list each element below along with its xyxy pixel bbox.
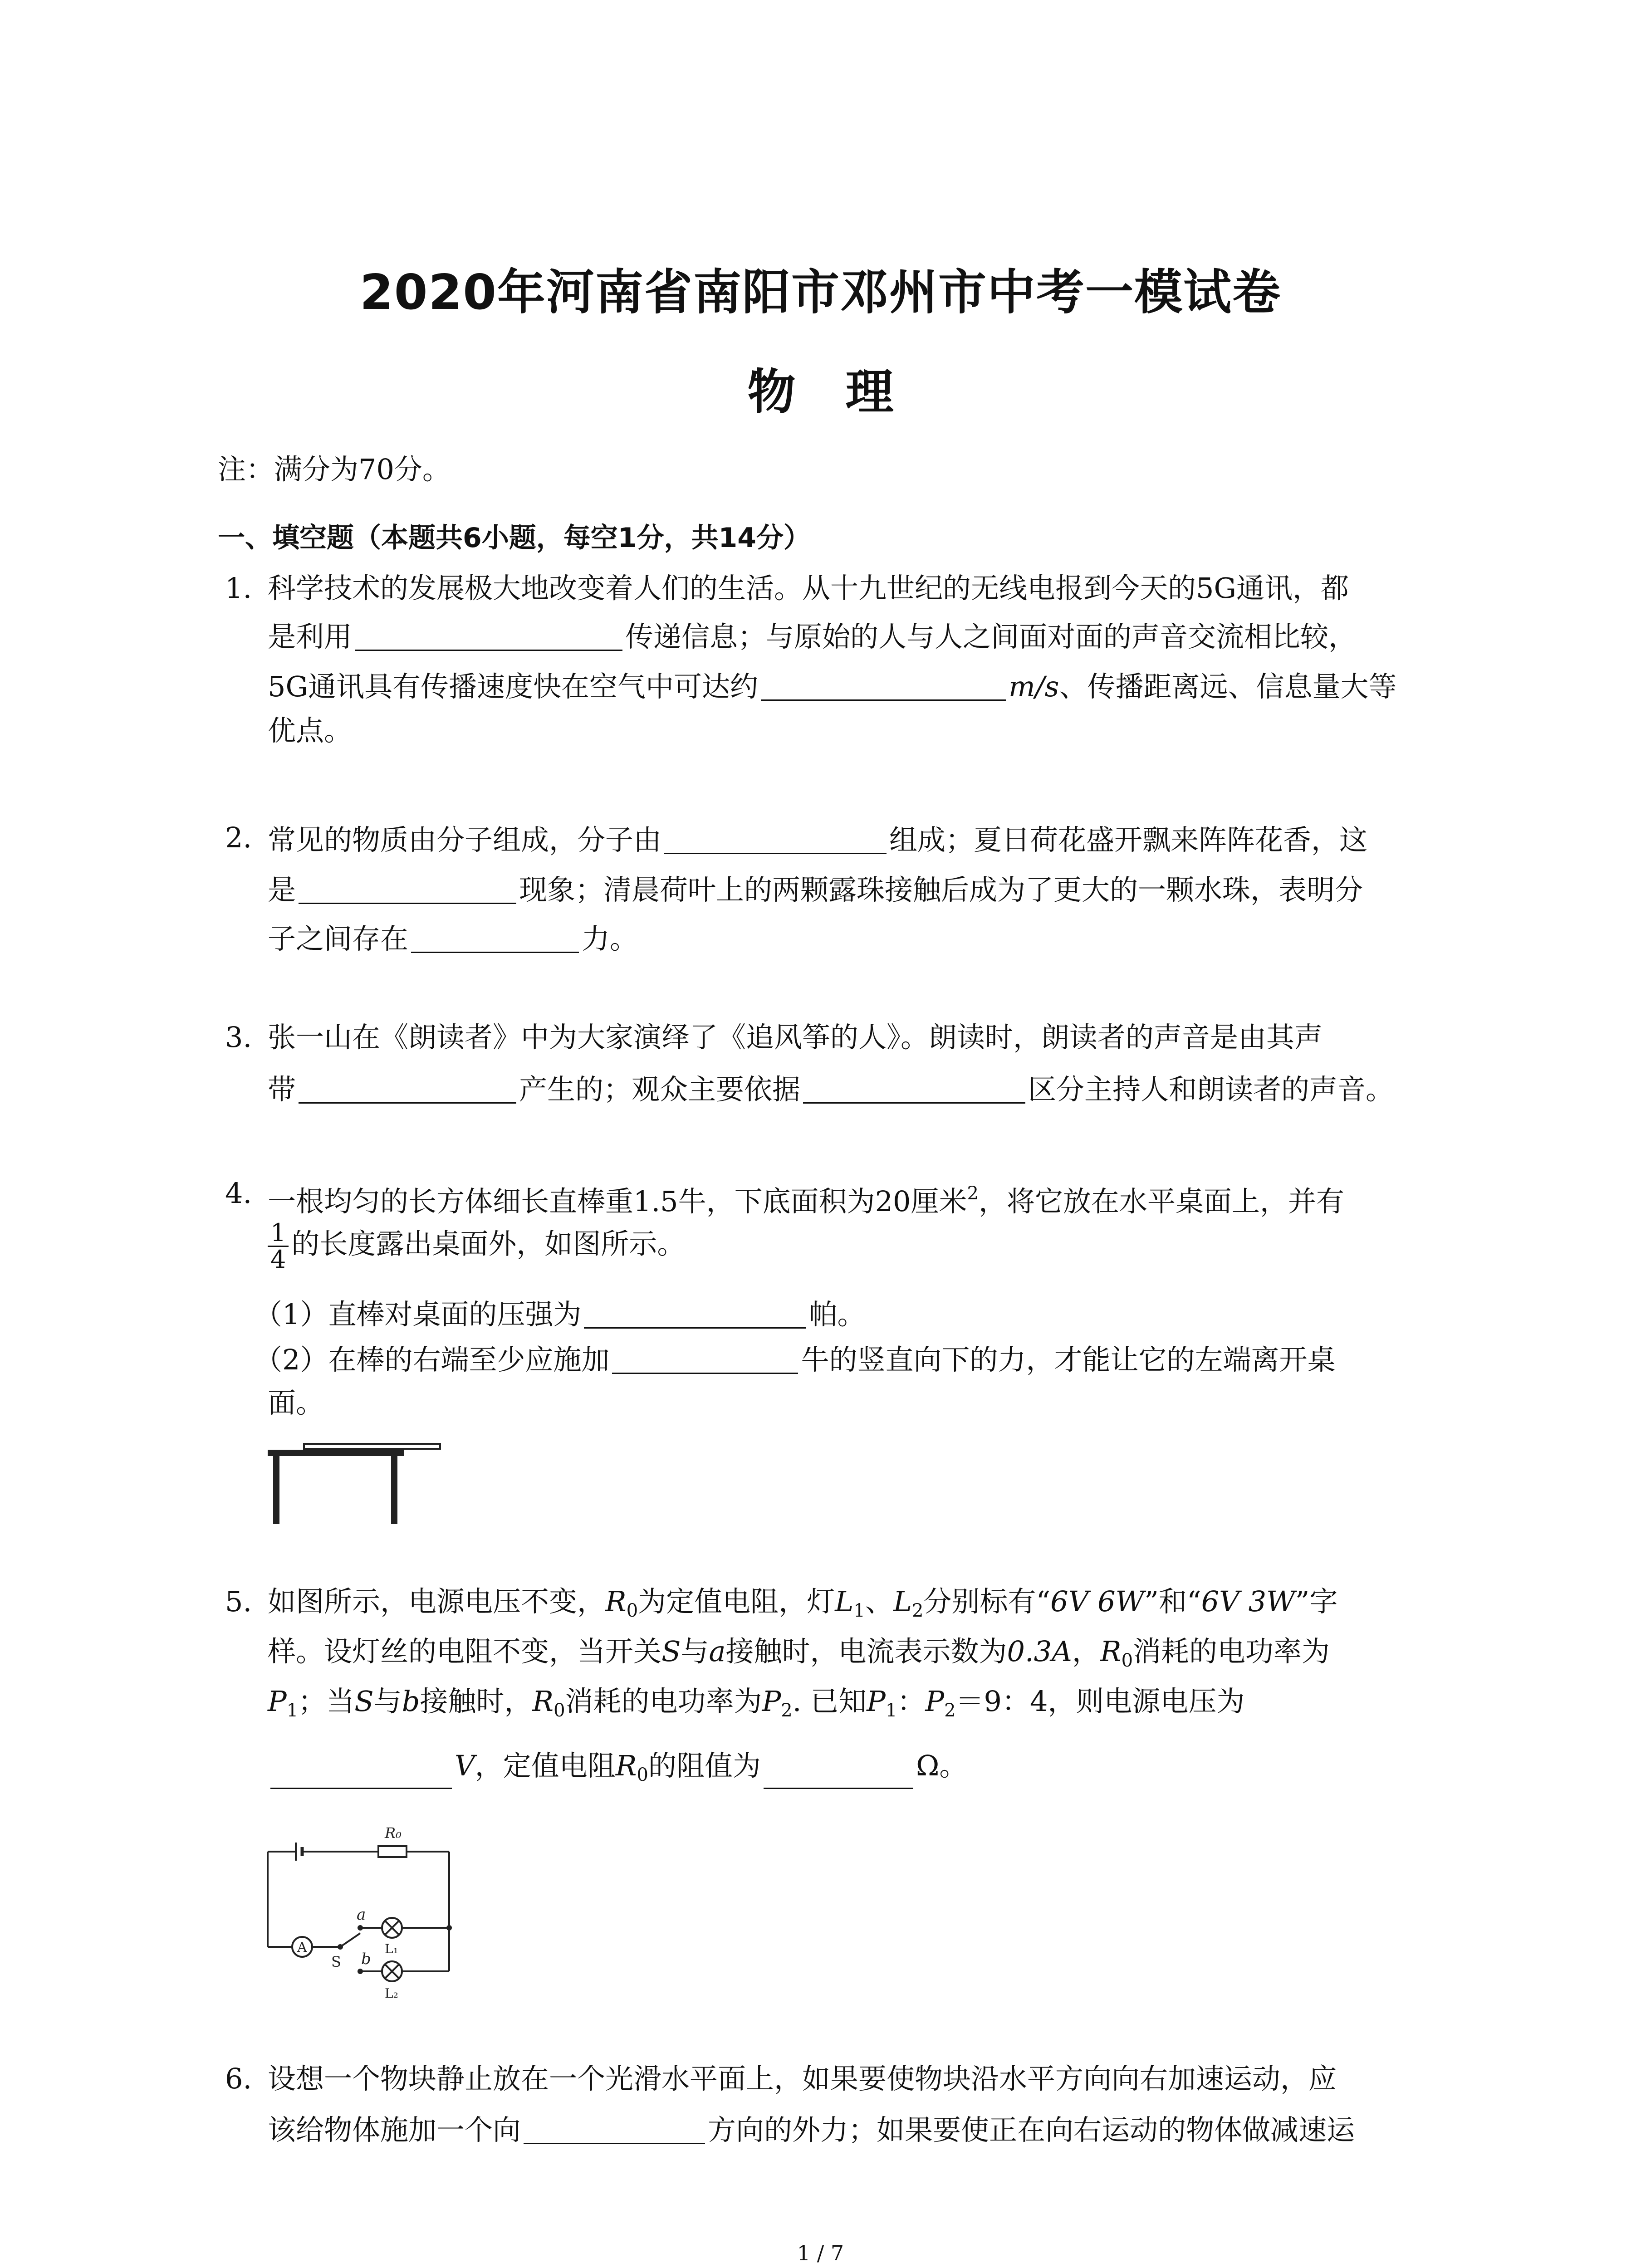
subject-title: 物理 [747, 364, 944, 420]
question-line [268, 1687, 1244, 1725]
symbol: L [893, 1585, 912, 1618]
question-text: 方向的外力；如果要使正在向右运动的物体做减速运 [708, 2113, 1355, 2146]
subscript: 1 [853, 1600, 865, 1621]
table-rod-figure [268, 1442, 449, 1529]
question-line [268, 874, 1363, 904]
question-text: 力。 [582, 922, 638, 955]
resistor-r0 [378, 1846, 407, 1857]
rating: 6V 3W [1201, 1585, 1295, 1618]
question-text: （1）直棒对桌面的压强为 [254, 1298, 582, 1331]
circuit-diagram [263, 1814, 472, 2005]
subscript: 2 [781, 1700, 793, 1721]
subscript: 2 [944, 1700, 956, 1721]
symbol: P [762, 1685, 781, 1718]
symbol: a [709, 1635, 726, 1668]
exam-title: 2020年河南省南阳市邓州市中考一模试卷 [359, 264, 1282, 320]
unit-label: V [455, 1749, 475, 1782]
answer-blank[interactable] [664, 824, 887, 854]
question-text: 面。 [268, 1386, 324, 1419]
question-text: 组成；夏日荷花盛开飘来阵阵花香，这 [889, 823, 1368, 856]
question-text: ；当 [298, 1685, 355, 1718]
question-line [268, 923, 638, 953]
question-text: 、传播距离远、信息量大等 [1059, 670, 1397, 703]
question-text: 现象；清晨荷叶上的两颗露珠接触后成为了更大的一颗水珠，表明分 [519, 873, 1363, 906]
question-number: 5. [225, 1585, 252, 1618]
question-text: . 已知 [792, 1685, 867, 1718]
switch-blade [340, 1933, 360, 1947]
question-text: ”和“ [1144, 1585, 1201, 1618]
subscript: 2 [911, 1600, 924, 1621]
junction [446, 1925, 452, 1931]
answer-blank[interactable] [761, 670, 1006, 701]
symbol: b [402, 1685, 420, 1718]
switch-pivot [338, 1944, 343, 1950]
question-text: 样。设灯丝的电阻不变，当开关 [268, 1635, 662, 1668]
question-text: 区分主持人和朗读者的声音。 [1028, 1073, 1394, 1106]
question-text: ： [897, 1685, 926, 1718]
question-text: ＝9：4，则电源电压为 [955, 1685, 1245, 1718]
question-text: ”字 [1295, 1585, 1338, 1618]
symbol: R [615, 1749, 637, 1782]
answer-blank[interactable] [299, 1073, 516, 1104]
symbol: R [1100, 1635, 1122, 1668]
question-number: 1. [225, 572, 252, 605]
rod [304, 1444, 440, 1449]
symbol: L [835, 1585, 854, 1618]
symbol: P [925, 1685, 945, 1718]
subscript: 0 [1121, 1650, 1133, 1671]
contact-b [358, 1969, 363, 1974]
answer-blank[interactable] [270, 1759, 452, 1789]
question-text: 科学技术的发展极大地改变着人们的生活。从十九世纪的无线电报到今天的5G通讯，都 [268, 572, 1349, 605]
page-number: 1 / 7 [797, 2241, 844, 2265]
question-line [268, 1073, 1394, 1104]
question-text: 常见的物质由分子组成，分子由 [268, 823, 662, 856]
question-text: 传递信息；与原始的人与人之间面对面的声音交流相比较， [625, 620, 1357, 653]
question-text: 是利用 [268, 620, 353, 653]
question-text: 子之间存在 [268, 922, 409, 955]
answer-blank[interactable] [524, 2114, 705, 2144]
question-number: 3. [225, 1021, 252, 1054]
question-text: ，定值电阻 [475, 1749, 616, 1782]
question-text: （2）在棒的右端至少应施加 [254, 1343, 610, 1376]
question-line [254, 1298, 865, 1329]
table-top [268, 1450, 404, 1456]
question-number: 4. [225, 1177, 252, 1210]
question-line [268, 1637, 1330, 1675]
question-line [268, 2114, 1355, 2144]
question-text: 是 [268, 873, 296, 906]
unit-label: m/s [1008, 670, 1059, 703]
subscript: 0 [626, 1600, 638, 1621]
question-text: 帕。 [809, 1298, 866, 1331]
fraction-denominator: 4 [270, 1245, 286, 1274]
question-line [268, 1585, 1338, 1625]
value: 0.3A [1007, 1635, 1072, 1668]
symbol: R [605, 1585, 627, 1618]
fraction-numerator: 1 [268, 1220, 289, 1247]
answer-blank[interactable] [411, 923, 579, 953]
question-text: ， [1072, 1635, 1100, 1668]
question-text: 该给物体施加一个向 [268, 2113, 521, 2146]
question-text: 一根均匀的长方体细长直棒重1.5牛，下底面积为20厘米 [268, 1185, 967, 1218]
symbol: P [268, 1685, 287, 1718]
question-line [268, 670, 1397, 701]
answer-blank[interactable] [584, 1298, 806, 1329]
table-leg-right [391, 1456, 397, 1524]
table-leg-left [273, 1456, 279, 1524]
label-l1: L₁ [385, 1941, 398, 1956]
question-number: 2. [225, 821, 252, 854]
answer-blank[interactable] [355, 621, 622, 651]
question-number: 6. [225, 2062, 252, 2095]
answer-blank[interactable] [612, 1344, 798, 1374]
subscript: 1 [885, 1700, 897, 1721]
question-text: 的长度露出桌面外，如图所示。 [291, 1227, 686, 1261]
question-line [268, 1220, 685, 1272]
question-text: 牛的竖直向下的力，才能让它的左端离开桌 [801, 1343, 1336, 1376]
symbol: P [867, 1685, 886, 1718]
subscript: 0 [554, 1700, 565, 1721]
symbol: S [354, 1685, 374, 1718]
subscript: 1 [286, 1700, 299, 1721]
label-l2: L₂ [385, 1986, 398, 2001]
question-text: 分别标有“ [923, 1585, 1051, 1618]
question-text: 接触时， [420, 1685, 533, 1718]
question-text: 5G通讯具有传播速度快在空气中可达约 [268, 670, 758, 703]
question-text: 张一山在《朗读者》中为大家演绎了《追风筝的人》。朗读时，朗读者的声音是由其声 [268, 1021, 1323, 1054]
fraction [268, 1220, 289, 1272]
question-line [254, 1344, 1335, 1374]
contact-a [358, 1925, 363, 1931]
superscript: 2 [967, 1183, 979, 1204]
answer-blank[interactable] [803, 1073, 1025, 1104]
label-b: b [361, 1950, 371, 1968]
question-text: 为定值电阻，灯 [638, 1585, 835, 1618]
question-text: 与 [681, 1635, 709, 1668]
question-text: 、 [865, 1585, 893, 1618]
question-text: ，将它放在水平桌面上，并有 [978, 1185, 1344, 1218]
label-a: a [357, 1906, 366, 1924]
answer-blank[interactable] [299, 874, 516, 904]
question-line [268, 1179, 1344, 1216]
label-ammeter: A [297, 1940, 307, 1955]
symbol: R [532, 1685, 554, 1718]
question-text: 消耗的电功率为 [1133, 1635, 1330, 1668]
question-text: 优点。 [268, 714, 353, 747]
score-note: 注：满分为70分。 [218, 453, 451, 486]
rating: 6V 6W [1050, 1585, 1145, 1618]
question-text: 的阻值为 [648, 1749, 761, 1782]
question-text: 带 [268, 1073, 296, 1106]
question-text: 接触时，电流表示数为 [725, 1635, 1007, 1668]
answer-blank[interactable] [764, 1759, 913, 1789]
question-text: 设想一个物块静止放在一个光滑水平面上，如果要使物块沿水平方向向右加速运动，应 [268, 2062, 1337, 2095]
label-s: S [331, 1953, 341, 1970]
question-line [268, 621, 1357, 651]
question-line [268, 824, 1367, 854]
question-text: 如图所示，电源电压不变， [268, 1585, 606, 1618]
question-text: 与 [373, 1685, 402, 1718]
label-r0: R₀ [385, 1824, 402, 1842]
symbol: S [661, 1635, 681, 1668]
question-line [268, 1749, 968, 1789]
question-text: Ω。 [916, 1749, 968, 1782]
subscript: 0 [637, 1765, 648, 1785]
question-text: 消耗的电功率为 [565, 1685, 762, 1718]
section-heading: 一、填空题（本题共6小题，每空1分，共14分） [218, 522, 811, 554]
question-text: 产生的；观众主要依据 [519, 1073, 801, 1106]
